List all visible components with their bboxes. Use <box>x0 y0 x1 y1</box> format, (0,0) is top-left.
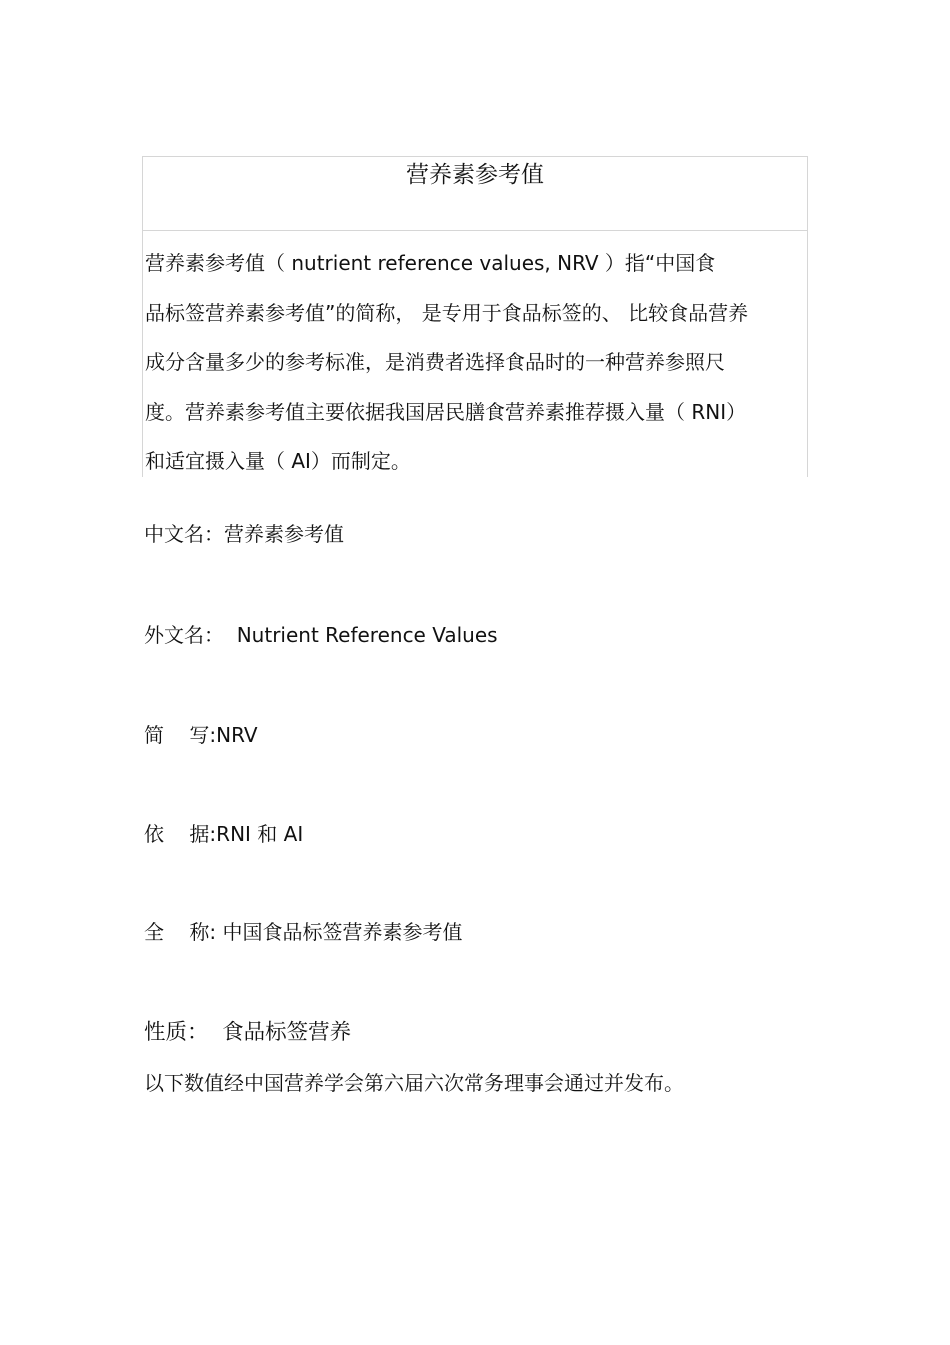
paragraph-line: 营养素参考值（ nutrient reference values, NRV ）指“中国食 <box>145 251 716 275</box>
title-row <box>143 157 807 231</box>
page-title: 营养素参考值 <box>406 162 544 188</box>
full-name-field: 全 称: 中国食品标签营养素参考值 <box>144 920 463 944</box>
intro-paragraph <box>145 239 805 487</box>
paragraph-line: 和适宜摄入量（ AI）而制定。 <box>145 449 411 473</box>
chinese-name-field: 中文名：营养素参考值 <box>144 522 344 546</box>
abbreviation-field: 简 写:NRV <box>144 723 258 747</box>
paragraph-line: 度。营养素参考值主要依据我国居民膳食营养素推荐摄入量（ RNI） <box>145 399 747 424</box>
publication-note: 以下数值经中国营养学会第六届六次常务理事会通过并发布。 <box>144 1071 684 1095</box>
intro-box <box>142 156 808 477</box>
paragraph-line: 成分含量多少的参考标准，是消费者选择食品时的一种营养参照尺 <box>145 350 725 374</box>
foreign-name-field: 外文名： Nutrient Reference Values <box>144 623 498 647</box>
basis-field: 依 据:RNI 和 AI <box>144 822 304 846</box>
paragraph-line: 品标签营养素参考值”的简称， 是专用于食品标签的、 比较食品营养 <box>145 300 749 325</box>
nature-field: 性质： 食品标签营养 <box>144 1020 352 1045</box>
